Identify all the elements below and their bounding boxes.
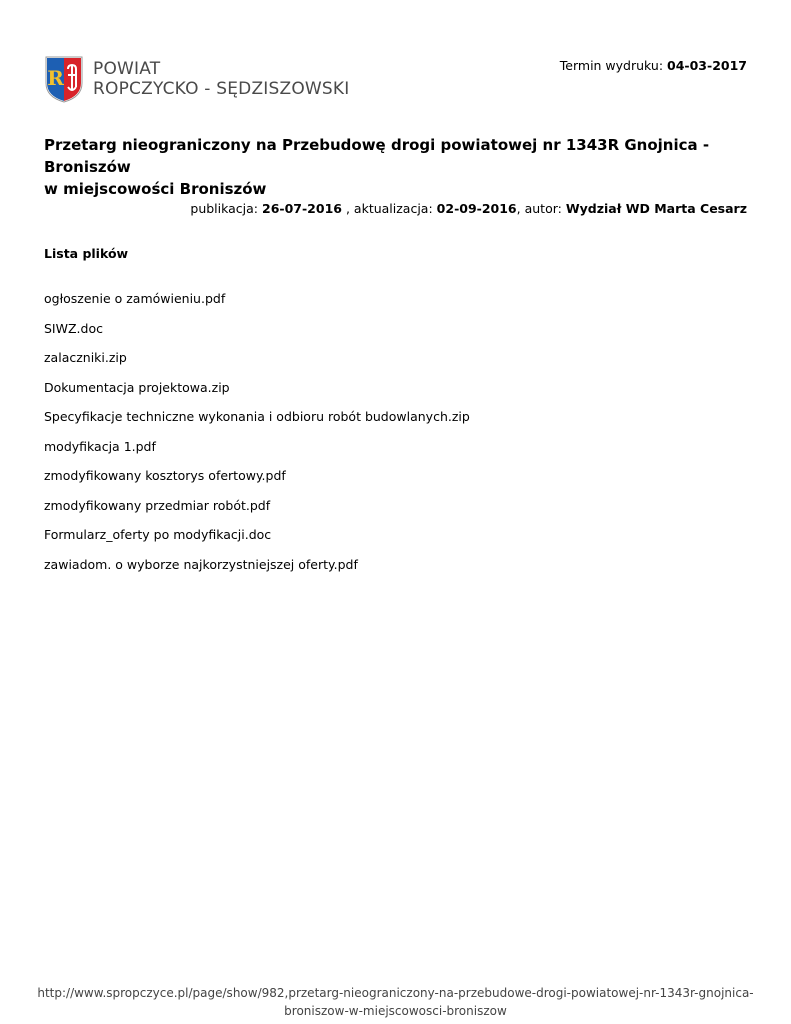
author-label: , autor: (516, 201, 562, 216)
file-item[interactable]: zawiadom. o wyborze najkorzystniejszej oferty.pdf (44, 556, 358, 572)
update-date: 02-09-2016 (436, 201, 517, 216)
file-item[interactable]: SIWZ.doc (44, 320, 103, 336)
powiat-logo (44, 55, 350, 103)
author-name: Wydział WD Marta Cesarz (565, 201, 747, 216)
file-item[interactable]: Dokumentacja projektowa.zip (44, 379, 230, 395)
coat-of-arms-icon (44, 55, 84, 103)
publication-label: publikacja: (190, 201, 259, 216)
footer-url-line2: broniszow-w-miejscowosci-broniszow (284, 1004, 507, 1018)
publication-date: 26-07-2016 (262, 201, 342, 216)
print-date-value: 04-03-2017 (667, 58, 747, 73)
file-item[interactable]: zmodyfikowany przedmiar robót.pdf (44, 497, 271, 513)
footer-url (0, 984, 791, 1020)
file-list (44, 291, 470, 586)
file-item[interactable]: zalaczniki.zip (44, 350, 127, 365)
publication-meta (190, 201, 747, 216)
file-item[interactable]: ogłoszenie o zamówieniu.pdf (44, 291, 226, 306)
update-label: , aktualizacja: (345, 201, 433, 216)
print-date-label: Termin wydruku: (559, 58, 664, 73)
print-date (560, 58, 747, 73)
page-title-line1: Przetarg nieograniczony na Przebudowę drogi powiatowej nr 1343R Gnojnica - Broniszów (44, 136, 710, 176)
logo-text-powiat: POWIAT (93, 59, 161, 79)
page-title-line2: w miejscowości Broniszów (44, 180, 267, 198)
logo-text-county: ROPCZYCKO - SĘDZISZOWSKI (93, 79, 350, 99)
files-heading: Lista plików (44, 246, 129, 261)
file-item[interactable]: Specyfikacje techniczne wykonania i odbioru robót budowlanych.zip (44, 409, 470, 424)
svg-text:R: R (47, 66, 64, 90)
file-item[interactable]: zmodyfikowany kosztorys ofertowy.pdf (44, 468, 286, 483)
page-title (44, 134, 744, 200)
footer-url-line1: http://www.spropczyce.pl/page/show/982,przetarg-nieograniczony-na-przebudowe-drogi-powiatowej-nr-1343r-gnojnica- (37, 986, 754, 1000)
file-item[interactable]: Formularz_oferty po modyfikacji.doc (44, 527, 272, 542)
file-item[interactable]: modyfikacja 1.pdf (44, 438, 156, 454)
